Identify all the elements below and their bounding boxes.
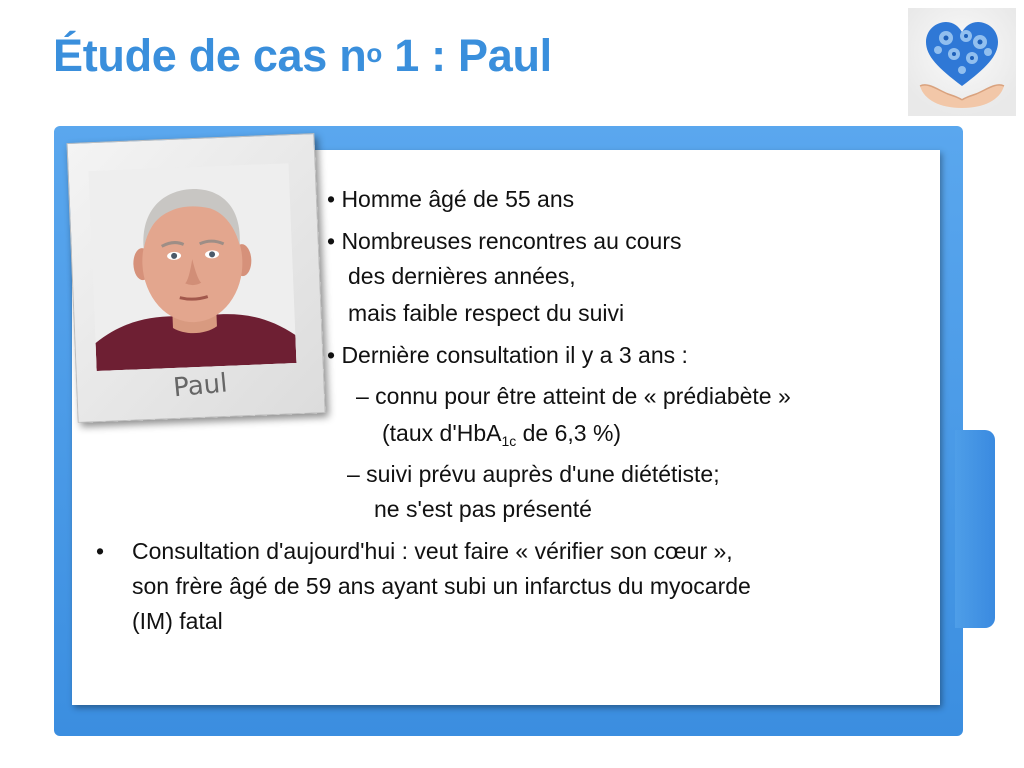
bullet-encounters-line2: des dernières années,	[348, 263, 576, 289]
bullet-age: • Homme âgé de 55 ans	[327, 186, 575, 212]
slide-title: Étude de cas $n^o$ 1 : Paul	[53, 30, 552, 81]
sub-bullet-dietitian-line2: ne s'est pas présenté	[374, 496, 592, 522]
bullet-today-marker: •	[96, 538, 105, 564]
bullet-encounters-line3: mais faible respect du suivi	[348, 300, 625, 326]
heart-in-hands-icon	[908, 8, 1016, 116]
sub-bullet-prediabetes-line1: – connu pour être atteint de « prédiabète »	[356, 383, 791, 409]
sub-bullet-prediabetes-line2: (taux d'HbA$_{1c}$ de 6,3 %)	[382, 420, 622, 449]
patient-photo	[89, 163, 297, 371]
patient-photo-frame	[66, 133, 325, 423]
bullet-encounters-line1: • Nombreuses rencontres au cours	[327, 228, 682, 254]
photo-caption: Paul	[171, 368, 229, 404]
bullet-today-line1: Consultation d'aujourd'hui : veut faire « vérifier son cœur »,	[132, 538, 733, 564]
folder-tab	[955, 430, 995, 628]
sub-bullet-dietitian-line1: – suivi prévu auprès d'une diététiste;	[347, 461, 720, 487]
bullet-last-visit: • Dernière consultation il y a 3 ans :	[327, 342, 688, 368]
bullet-today-line3: (IM) fatal	[132, 608, 223, 634]
bullet-today-line2: son frère âgé de 59 ans ayant subi un infarctus du myocarde	[132, 573, 751, 599]
